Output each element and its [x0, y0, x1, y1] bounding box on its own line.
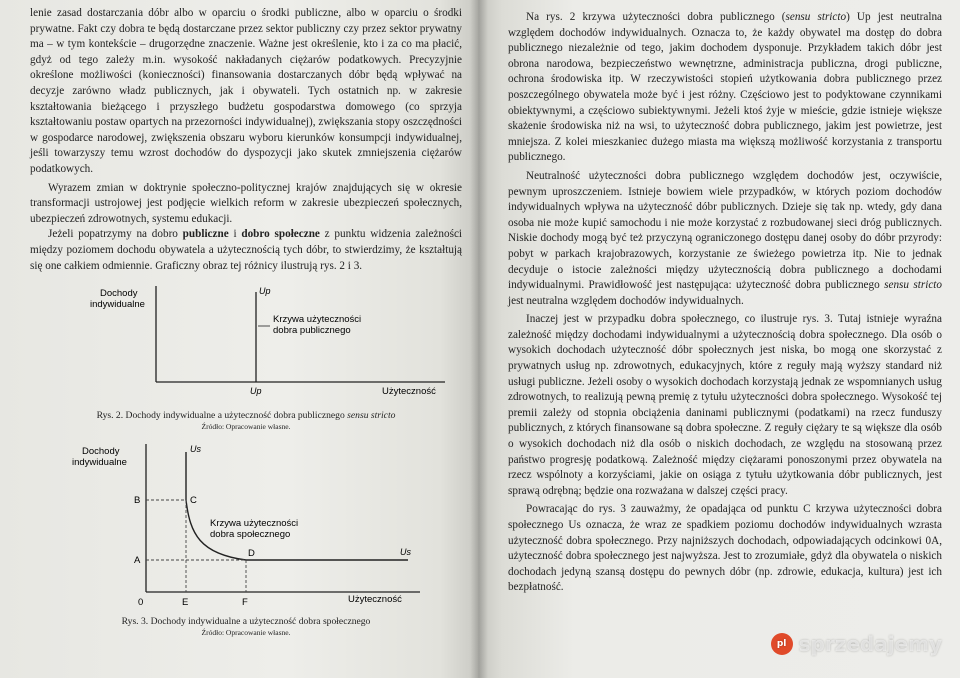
right-page	[478, 0, 960, 678]
fig3-point-a: A	[134, 555, 141, 567]
fig2-caption	[30, 410, 462, 422]
fig3-point-b: B	[134, 495, 141, 507]
right-paragraph-2	[508, 169, 942, 309]
fig3-point-e: E	[182, 597, 189, 609]
p3-text-e: z punktu widzenia zależności między poziomem dochodu obywatela a użytecznością tych dóbr, to stwierdzimy, że kształtują się one całkiem odmiennie. Graficzny obraz tej różnicy ilustrują rys. 2 i 3.	[30, 228, 463, 272]
fig3-source: Źródło: Opracowanie własne.	[201, 628, 291, 638]
rp1-text-a: Na rys. 2 krzywa użyteczności dobra publicznego (	[526, 11, 786, 23]
watermark	[771, 632, 942, 656]
figure-2-chart	[30, 282, 460, 404]
fig3-ylabel-line2: indywidualne	[72, 457, 127, 469]
p3-text-a: Jeżeli popatrzymy na dobro	[48, 228, 183, 241]
fig2-up-top-label: Up	[259, 286, 271, 297]
fig2-caption-text: Rys. 2. Dochody indywidualne a użyteczność dobra publicznego	[96, 410, 348, 422]
watermark-badge-icon: pl	[771, 633, 793, 655]
p3-bold-public: publiczne	[182, 228, 229, 241]
rp2-italic: sensu stricto	[884, 279, 942, 292]
fig3-point-c: C	[190, 495, 197, 507]
fig2-curve-name-1: Krzywa użyteczności	[273, 314, 362, 326]
right-paragraph-1	[508, 10, 942, 166]
left-paragraph-1: lenie zasad dostarczania dóbr albo w oparciu o środki publiczne, albo w oparciu o środki prywatne. Fakt czy dobra te będą dostarczane przez sektor publiczny czy przez sektor prywatny ma – w tym kontekście – drugorzędne znaczenie. Ważne jest określenie, kto i za co ma płacić, gdyż od tego zależy m.in. wysokość nakładanych ciężarów podatkowych. Precyzyjnie określone możliwości (konieczności) finansowania dostarczanych dóbr będą wpływać na decyzje zarówno władz publicznych, jak i obywateli. Tych ostatnich np. w zakresie kształtowania bieżącego i przyszłego budżetu gospodarstwa domowego (co sprzyja kształtowaniu postaw opartych na przezorności indywidualnej), zwiększania stopy oszczędności w gospodarce narodowej, zwiększenia obszaru wyboru kierunków konsumpcji indywidualnej, jeśli towarzyszy temu wzrost dochodów do dyspozycji jako skutek zmniejszenia ciężarów podatkowych.	[30, 7, 462, 175]
p3-text-c: i	[228, 228, 242, 241]
fig2-curve-name-2: dobra publicznego	[273, 325, 351, 337]
fig2-source: Źródło: Opracowanie własne.	[201, 422, 291, 432]
fig3-origin: 0	[138, 597, 144, 609]
fig3-curve-name-2: dobra społecznego	[210, 529, 291, 541]
fig2-up-bottom-label: Up	[250, 386, 262, 397]
rp1-italic: sensu stricto	[785, 11, 847, 23]
left-paragraph-2: Wyrazem zmian w doktrynie społeczno-politycznej krajów znajdujących się w okresie transformacji ustrojowej jest podjęcie wielkich reform w zakresie ubezpieczeń społecznych, ubezpieczeń zdrowotnych, systemu edukacji.	[30, 181, 462, 225]
p3-bold-social: dobro społeczne	[241, 228, 320, 241]
rp2-text-a: Neutralność użyteczności dobra publicznego względem dochodów jest, oczywiście, pewnym uproszczeniem. Istnieje bowiem wiele przypadków, w których poziom dochodów indywidualnych wpływa na użyteczność dóbr publicznych. Dzieje się tak np. wtedy, gdy dana osoba nie może kupić samochodu i nie może korzystać z rozbudowanej sieci dróg publicznych. Niskie dochody mogą być też przyczyną ograniczonego dostępu danej osoby do dóbr przyrody: pobyt w parkach krajobrazowych, korzystanie ze świeżego powietrza itp. Nie to jednak decyduje o istocie zależności między użytecznością dobra publicznego a dochodami indywidualnymi. Prawidłowość jest następująca: użyteczność dobra publicznego	[508, 169, 942, 292]
fig3-caption: Rys. 3. Dochody indywidualne a użyteczność dobra społecznego	[121, 616, 371, 628]
fig3-us-top-label: Us	[190, 444, 201, 455]
book-gutter-shadow	[470, 0, 488, 678]
left-page	[0, 0, 478, 678]
rp2-text-c: jest neutralna względem dochodów indywidualnych.	[508, 294, 744, 307]
fig2-xlabel: Użyteczność	[382, 386, 436, 398]
fig3-xlabel: Użyteczność	[348, 594, 402, 606]
rp1-text-c: ) Up jest neutralna względem dochodów indywidualnych. Oznacza to, że każdy obywatel ma dostęp do dobra publicznego niezależnie od tego, jakim dochodem dysponuje. Przykładem takich dóbr jest obrona narodowa, bezpieczeństwo wewnętrzne, administracja publiczna, drogi publiczne, ochrona środowiska itp. W rzeczywistości stopień użytkowania dobra publicznego przez poszczególnego obywatela może być i jest różny. Częściowo jest to podyktowane czynnikami obiektywnymi, a częściowo subiektywnymi. Jeżeli ktoś żyje w mieście, gdzie istnieje większe skażenie środowiska niż na wsi, to użyteczność dobra publicznego, jakim jest powietrze, jest mniejsza. Z kolei mieszkaniec dużego miasta ma większą możliwość korzystania z transportu publicznego.	[508, 11, 943, 164]
fig3-us-right-label: Us	[400, 547, 411, 558]
left-paragraph-3	[30, 227, 462, 274]
fig2-ylabel-line2: indywidualne	[90, 299, 145, 311]
fig3-curve-name-1: Krzywa użyteczności	[210, 518, 299, 530]
right-paragraph-4: Powracając do rys. 3 zauważmy, że opadająca od punktu C krzywa użyteczności dobra społecznego Us oznacza, że wraz ze spadkiem poziomu dochodów indywidualnych wzrasta użyteczność dobra społecznego. Przy najniższych dochodach, odpowiadających odcinkowi 0A, użyteczność dobra społecznego jest najwyższa. Jest to zrozumiałe, gdyż dla obywatela o niskich dochodach jedyną szansą dostępu do pewnych dóbr (np. zdrowie, edukacja, kultura) jest ich bezpłatność.	[508, 503, 942, 594]
fig2-caption-italic: sensu stricto	[347, 410, 396, 422]
fig3-utility-curve	[186, 452, 408, 560]
fig3-point-f: F	[242, 597, 248, 609]
watermark-text: sprzedajemy	[798, 632, 942, 656]
figure-3-chart	[30, 442, 460, 612]
fig3-ylabel-line1: Dochody	[82, 446, 120, 458]
fig3-point-d: D	[248, 548, 255, 560]
fig2-ylabel-line1: Dochody	[100, 288, 138, 300]
right-paragraph-3: Inaczej jest w przypadku dobra społecznego, co ilustruje rys. 3. Tutaj istnieje wyraźna zależność między dochodami indywidualnymi a użytecznością dobra społecznego. Dla osób o wysokich dochodach użyteczność dóbr społecznych jest niska, bo mogą one skorzystać z prywatnych usług np. zdrowotnych, edukacyjnych, które z reguły mają wyższy standard niż usługi publiczne. Jeżeli osoby o wysokich dochodach korzystają jednak ze wspomnianych usług zdrowotnych, to realizują pewną premię z tytułu użyteczności dobra społecznego. Wysokość tej premii zależy od stopnia obciążenia daninami publicznymi (podatkami) na rzecz funduszy publicznych, z których finansowane są dobra społeczne. Z reguły ciężary te są większe dla osób o wysokich dochodach niż dla osób o niskich dochodach, ze względu na stosowaną przez państwo progresję podatkową. Zależność między ciężarami ponoszonymi przez obywatela na rzecz wspólnoty a korzyściami, jakie on osiąga z tytułu użytkowania dóbr publicznych, jest sprawą odrębną; będzie ona rozważana w dalszej części pracy.	[508, 313, 942, 497]
